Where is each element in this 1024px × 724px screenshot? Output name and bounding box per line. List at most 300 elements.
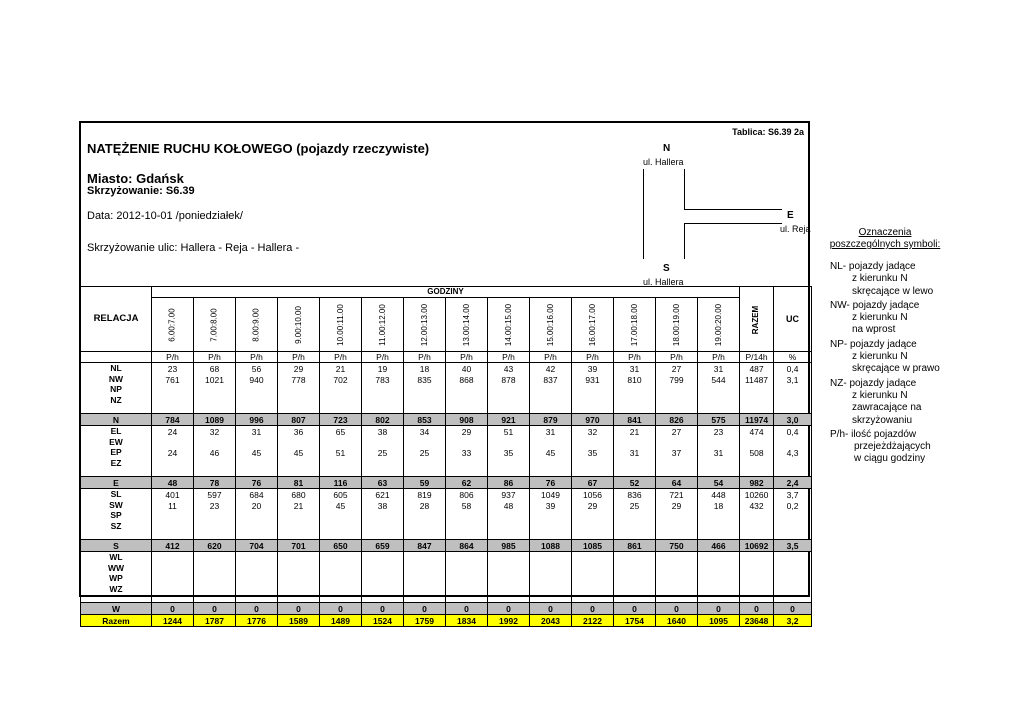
- cell-value: 21: [335, 364, 346, 374]
- sum-row: [81, 477, 812, 489]
- value-cell: [362, 363, 404, 414]
- sum-cell: 67: [572, 477, 614, 489]
- cell-value: 25: [377, 448, 388, 458]
- value-cell: [530, 426, 572, 477]
- cell-value: 31: [545, 427, 556, 437]
- total-cell: 1992: [488, 615, 530, 627]
- relation-labels: [81, 363, 152, 414]
- value-cell: [236, 552, 278, 603]
- hour-header: [446, 298, 488, 352]
- sum-cell: 853: [404, 414, 446, 426]
- sum-cell: 620: [194, 540, 236, 552]
- cell-value: 940: [249, 375, 264, 385]
- cell-value: 474: [749, 427, 764, 437]
- sum-cell: 982: [740, 477, 774, 489]
- legend-item: [830, 300, 960, 337]
- sum-cell: 2,4: [774, 477, 812, 489]
- value-cell: [488, 426, 530, 477]
- hour-header-text: 16.00:17.00: [588, 303, 598, 347]
- table-row: [81, 489, 812, 540]
- cell-value: 68: [209, 364, 220, 374]
- razem-unit-cell: P/14h: [740, 352, 774, 363]
- value-cell: [194, 363, 236, 414]
- sum-cell: 826: [656, 414, 698, 426]
- sum-cell: 64: [656, 477, 698, 489]
- unit-blank-cell: [81, 352, 152, 363]
- sum-cell: 52: [614, 477, 656, 489]
- sum-cell: 784: [152, 414, 194, 426]
- hour-header-text: 6.00:7.00: [167, 308, 177, 342]
- road-east-top-edge: [684, 209, 782, 210]
- cell-value: 835: [417, 375, 432, 385]
- legend-line: NZ- pojazdy jadące: [830, 377, 917, 389]
- sum-cell: 76: [236, 477, 278, 489]
- cell-value: 35: [587, 448, 598, 458]
- value-cell: [152, 363, 194, 414]
- cell-value: 19: [377, 364, 388, 374]
- cell-value: 684: [249, 490, 264, 500]
- sum-cell: 11974: [740, 414, 774, 426]
- unit-cell: P/h: [614, 352, 656, 363]
- sum-cell: 1088: [530, 540, 572, 552]
- relation-label: EL: [110, 426, 122, 436]
- value-cell: [488, 552, 530, 603]
- cell-value: 20: [251, 501, 262, 511]
- value-cell: [152, 489, 194, 540]
- sum-label: W: [81, 603, 152, 615]
- cell-value: 21: [293, 501, 304, 511]
- cell-value: 544: [711, 375, 726, 385]
- cell-value: 31: [629, 448, 640, 458]
- value-cell: [236, 489, 278, 540]
- cell-value: 23: [713, 427, 724, 437]
- sum-cell: 908: [446, 414, 488, 426]
- value-cell: [488, 489, 530, 540]
- legend-line: NL- pojazdy jadące: [830, 261, 916, 272]
- cell-value: 18: [419, 364, 430, 374]
- total-cell: 1759: [404, 615, 446, 627]
- hour-header: [194, 298, 236, 352]
- value-cell: [698, 426, 740, 477]
- sum-label: N: [81, 414, 152, 426]
- road-north-right-edge: [684, 169, 685, 209]
- unit-cell: P/h: [236, 352, 278, 363]
- cell-value: 40: [461, 364, 472, 374]
- value-cell: [320, 552, 362, 603]
- cell-value: 3,7: [786, 490, 799, 500]
- value-cell: [530, 363, 572, 414]
- legend-line: P/h- ilość pojazdów: [830, 428, 917, 440]
- total-cell: 3,2: [774, 615, 812, 627]
- sum-cell: 0: [362, 603, 404, 615]
- value-cell: [698, 363, 740, 414]
- cell-value: 401: [165, 490, 180, 500]
- sum-cell: 841: [614, 414, 656, 426]
- total-cell: 1244: [152, 615, 194, 627]
- legend-line: z kierunku N: [852, 351, 908, 363]
- sum-cell: 412: [152, 540, 194, 552]
- legend-line: NW- pojazdy jadące: [830, 299, 920, 311]
- cell-value: 31: [251, 427, 262, 437]
- cell-value: 11: [168, 501, 177, 511]
- unit-cell: P/h: [278, 352, 320, 363]
- sum-cell: 0: [698, 603, 740, 615]
- uc-header: UC: [774, 287, 812, 352]
- cell-value: 605: [333, 490, 348, 500]
- hour-header-text: 13.00:14.00: [462, 303, 472, 347]
- sum-cell: 81: [278, 477, 320, 489]
- sum-cell: 0: [656, 603, 698, 615]
- value-cell: [530, 489, 572, 540]
- unit-cell: P/h: [152, 352, 194, 363]
- date-label: Data: 2012-10-01 /poniedziałek/: [87, 210, 243, 222]
- total-label: Razem: [81, 615, 152, 627]
- relacja-header: RELACJA: [81, 287, 152, 352]
- value-cell: [572, 426, 614, 477]
- cell-value: 24: [167, 448, 178, 458]
- sum-cell: 0: [572, 603, 614, 615]
- cell-value: 806: [459, 490, 474, 500]
- value-cell: [614, 552, 656, 603]
- hour-header-text: 14.00:15.00: [504, 303, 514, 347]
- cell-value: 761: [165, 375, 180, 385]
- sum-cell: 704: [236, 540, 278, 552]
- cell-value: 23: [167, 364, 178, 374]
- cell-value: 24: [167, 427, 178, 437]
- value-cell: [774, 489, 812, 540]
- sum-cell: 3,0: [774, 414, 812, 426]
- relation-labels: [81, 552, 152, 603]
- total-cell: 2043: [530, 615, 572, 627]
- hours-header: GODZINY: [152, 287, 740, 298]
- sum-cell: 0: [152, 603, 194, 615]
- hour-header-text: 7.00:8.00: [209, 308, 219, 342]
- value-cell: [740, 426, 774, 477]
- unit-cell: P/h: [404, 352, 446, 363]
- value-cell: [774, 552, 812, 603]
- table-reference: Tablica: S6.39 2a: [732, 127, 804, 137]
- cell-value: 4,3: [786, 448, 799, 458]
- sum-cell: 63: [362, 477, 404, 489]
- value-cell: [320, 426, 362, 477]
- legend-line: z kierunku N: [852, 273, 908, 285]
- cell-value: 51: [503, 427, 514, 437]
- cell-value: 931: [585, 375, 600, 385]
- value-cell: [362, 489, 404, 540]
- value-cell: [404, 489, 446, 540]
- value-cell: [774, 363, 812, 414]
- hour-header-text: 19.00:20.00: [714, 303, 724, 347]
- sum-cell: 575: [698, 414, 740, 426]
- cell-value: 810: [627, 375, 642, 385]
- cell-value: 448: [711, 490, 726, 500]
- sum-cell: 0: [236, 603, 278, 615]
- value-cell: [572, 489, 614, 540]
- cell-value: 432: [749, 501, 764, 511]
- sum-cell: 0: [774, 603, 812, 615]
- legend-line: skręcające w lewo: [852, 285, 934, 297]
- sum-cell: 0: [614, 603, 656, 615]
- value-cell: [152, 552, 194, 603]
- hour-header: [152, 298, 194, 352]
- total-cell: 1524: [362, 615, 404, 627]
- value-cell: [278, 552, 320, 603]
- cell-value: 1049: [541, 490, 560, 500]
- city-label: Miasto: Gdańsk: [87, 171, 184, 186]
- east-label: E: [787, 210, 794, 221]
- cell-value: 25: [419, 448, 430, 458]
- unit-cell: P/h: [656, 352, 698, 363]
- legend-item: [830, 378, 960, 427]
- sum-cell: 0: [530, 603, 572, 615]
- value-cell: [740, 489, 774, 540]
- value-cell: [194, 426, 236, 477]
- total-cell: 1489: [320, 615, 362, 627]
- unit-cell: P/h: [194, 352, 236, 363]
- value-cell: [278, 426, 320, 477]
- sum-cell: 0: [278, 603, 320, 615]
- total-cell: 2122: [572, 615, 614, 627]
- cell-value: 33: [461, 448, 472, 458]
- total-cell: 1640: [656, 615, 698, 627]
- relation-label: WW: [107, 562, 125, 573]
- north-street: ul. Hallera: [643, 157, 684, 167]
- unit-cell: P/h: [488, 352, 530, 363]
- total-cell: 1787: [194, 615, 236, 627]
- sum-cell: 0: [740, 603, 774, 615]
- value-cell: [614, 489, 656, 540]
- sum-cell: 996: [236, 414, 278, 426]
- hour-header-text: 15.00:16.00: [546, 303, 556, 347]
- value-cell: [404, 363, 446, 414]
- relation-label: EW: [109, 436, 123, 447]
- legend-line: zawracające na: [852, 402, 922, 414]
- sum-row: [81, 414, 812, 426]
- value-cell: [446, 363, 488, 414]
- hour-header: [278, 298, 320, 352]
- value-cell: [698, 552, 740, 603]
- hour-header: [656, 298, 698, 352]
- legend-line: NP- pojazdy jadące: [830, 338, 917, 350]
- sum-cell: 62: [446, 477, 488, 489]
- value-cell: [446, 489, 488, 540]
- cell-value: 0,4: [786, 427, 799, 437]
- hour-header: [698, 298, 740, 352]
- value-cell: [614, 363, 656, 414]
- relation-labels: [81, 489, 152, 540]
- cell-value: 487: [749, 364, 764, 374]
- hour-header-text: 12.00:13.00: [420, 303, 430, 347]
- hour-header-text: 18.00:19.00: [672, 303, 682, 347]
- cell-value: 58: [461, 501, 472, 511]
- sum-cell: 54: [698, 477, 740, 489]
- cell-value: 836: [627, 490, 642, 500]
- cell-value: 28: [419, 501, 430, 511]
- sum-cell: 701: [278, 540, 320, 552]
- value-cell: [236, 363, 278, 414]
- sum-cell: 116: [320, 477, 362, 489]
- hour-header-text: 11.00:12.00: [377, 304, 387, 346]
- sum-row: [81, 603, 812, 615]
- sum-cell: 466: [698, 540, 740, 552]
- value-cell: [320, 363, 362, 414]
- relation-label: SZ: [110, 520, 122, 531]
- cell-value: 45: [293, 448, 304, 458]
- hour-header-text: 17.00:18.00: [630, 303, 640, 347]
- cell-value: 45: [251, 448, 262, 458]
- traffic-table: [80, 286, 812, 627]
- value-cell: [656, 552, 698, 603]
- streets-label: Skrzyżowanie ulic: Hallera - Reja - Hallera -: [87, 242, 300, 254]
- cell-value: 38: [377, 427, 388, 437]
- razem-header: [740, 287, 774, 352]
- cell-value: 778: [291, 375, 306, 385]
- hour-header-text: 10.00:11.00: [335, 304, 345, 346]
- sum-cell: 1085: [572, 540, 614, 552]
- sum-cell: 802: [362, 414, 404, 426]
- value-cell: [656, 426, 698, 477]
- cell-value: 10260: [744, 490, 769, 500]
- cell-value: 1056: [583, 490, 602, 500]
- total-cell: 23648: [740, 615, 774, 627]
- cell-value: 0,2: [786, 501, 799, 511]
- value-cell: [530, 552, 572, 603]
- unit-cell: P/h: [320, 352, 362, 363]
- cell-value: 11487: [745, 375, 769, 385]
- cell-value: 46: [209, 448, 220, 458]
- hour-header-text: 9.00:10.00: [293, 306, 303, 344]
- sum-cell: 723: [320, 414, 362, 426]
- cell-value: 39: [545, 501, 556, 511]
- value-cell: [446, 426, 488, 477]
- relation-label: WP: [109, 573, 123, 583]
- traffic-sheet: [79, 121, 811, 626]
- sheet-title: NATĘŻENIE RUCHU KOŁOWEGO (pojazdy rzeczywiste): [87, 141, 430, 156]
- relation-label: NP: [110, 384, 122, 394]
- hour-header: [320, 298, 362, 352]
- value-cell: [446, 552, 488, 603]
- cell-value: 783: [375, 375, 390, 385]
- cell-value: 45: [335, 501, 346, 511]
- value-cell: [656, 363, 698, 414]
- relation-label: WL: [109, 552, 123, 562]
- total-cell: 1754: [614, 615, 656, 627]
- sum-row: [81, 540, 812, 552]
- unit-cell: P/h: [698, 352, 740, 363]
- sum-cell: 659: [362, 540, 404, 552]
- value-cell: [194, 489, 236, 540]
- cell-value: 32: [587, 427, 598, 437]
- cell-value: 38: [377, 501, 388, 511]
- sum-cell: 0: [320, 603, 362, 615]
- sum-cell: 879: [530, 414, 572, 426]
- relation-label: WZ: [109, 583, 123, 594]
- value-cell: [774, 426, 812, 477]
- legend-item: [830, 261, 960, 298]
- legend-item: [830, 429, 960, 466]
- total-cell: 1095: [698, 615, 740, 627]
- cell-value: 819: [417, 490, 432, 500]
- unit-cell: P/h: [530, 352, 572, 363]
- sum-cell: 807: [278, 414, 320, 426]
- sum-cell: 0: [404, 603, 446, 615]
- cell-value: 878: [501, 375, 516, 385]
- cell-value: 702: [333, 375, 348, 385]
- value-cell: [572, 363, 614, 414]
- value-cell: [488, 363, 530, 414]
- cell-value: 42: [545, 364, 556, 374]
- south-street: ul. Hallera: [643, 277, 684, 287]
- hour-header: [404, 298, 446, 352]
- hour-header: [488, 298, 530, 352]
- cell-value: 508: [749, 448, 764, 458]
- sum-cell: 10692: [740, 540, 774, 552]
- cell-value: 27: [671, 364, 682, 374]
- cell-value: 29: [461, 427, 472, 437]
- cell-value: 29: [671, 501, 682, 511]
- relation-label: NZ: [110, 394, 122, 405]
- cell-value: 23: [209, 501, 220, 511]
- total-row: [81, 615, 812, 627]
- cell-value: 721: [669, 490, 684, 500]
- value-cell: [278, 363, 320, 414]
- legend-title-line: poszczególnych symboli:: [829, 239, 941, 250]
- legend-title-line: Oznaczenia: [858, 227, 912, 238]
- legend-line: z kierunku N: [852, 312, 908, 324]
- relation-label: NW: [108, 373, 124, 384]
- cell-value: 56: [251, 364, 262, 374]
- cell-value: 45: [545, 448, 556, 458]
- cell-value: 27: [671, 427, 682, 437]
- sum-cell: 650: [320, 540, 362, 552]
- table-row: [81, 552, 812, 603]
- relation-label: EP: [110, 447, 122, 457]
- sum-cell: 0: [488, 603, 530, 615]
- sum-cell: 847: [404, 540, 446, 552]
- legend: [810, 227, 960, 468]
- cell-value: 35: [503, 448, 514, 458]
- unit-cell: P/h: [572, 352, 614, 363]
- cell-value: 31: [629, 364, 640, 374]
- road-south-right-edge: [684, 223, 685, 259]
- unit-cell: P/h: [362, 352, 404, 363]
- sum-label: E: [81, 477, 152, 489]
- cell-value: 3,1: [786, 375, 799, 385]
- hour-header: [236, 298, 278, 352]
- sum-cell: 0: [194, 603, 236, 615]
- sum-cell: 48: [152, 477, 194, 489]
- relation-label: NL: [110, 363, 122, 373]
- legend-line: z kierunku N: [852, 389, 908, 401]
- legend-line: w ciągu godziny: [854, 453, 926, 465]
- road-north-left-edge: [643, 169, 644, 259]
- value-cell: [698, 489, 740, 540]
- hour-header: [362, 298, 404, 352]
- unit-cell: P/h: [446, 352, 488, 363]
- cell-value: 25: [629, 501, 640, 511]
- value-cell: [362, 552, 404, 603]
- cell-value: 680: [291, 490, 306, 500]
- value-cell: [404, 426, 446, 477]
- cell-value: 18: [713, 501, 724, 511]
- hour-header: [530, 298, 572, 352]
- relation-labels: [81, 426, 152, 477]
- cell-value: 51: [335, 448, 346, 458]
- value-cell: [740, 552, 774, 603]
- sum-cell: 970: [572, 414, 614, 426]
- hour-header: [614, 298, 656, 352]
- sum-cell: 985: [488, 540, 530, 552]
